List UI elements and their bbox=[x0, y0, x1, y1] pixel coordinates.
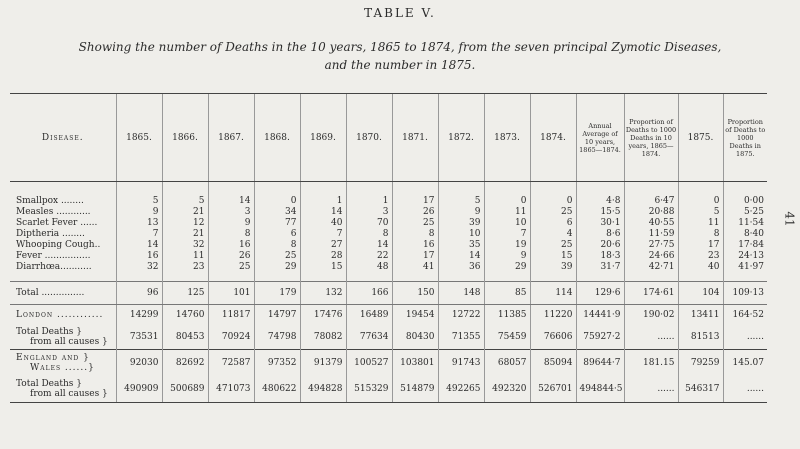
table-cell: 14299 bbox=[116, 305, 162, 326]
table-cell: 8 bbox=[254, 240, 300, 251]
england-total-deaths-row bbox=[10, 376, 767, 403]
table-cell: 546317 bbox=[678, 376, 723, 403]
table-cell: 80430 bbox=[392, 325, 438, 350]
table-cell: 1 bbox=[300, 196, 346, 207]
table-cell: 7 bbox=[484, 229, 530, 240]
table-cell: 11 bbox=[484, 207, 530, 218]
row-label-line: from all causes } bbox=[30, 337, 108, 347]
table-cell: 12722 bbox=[438, 305, 484, 326]
table-cell: 39 bbox=[438, 218, 484, 229]
table-cell: ...... bbox=[723, 325, 767, 350]
table-cell: 12 bbox=[162, 218, 208, 229]
table-cell: 104 bbox=[678, 282, 723, 305]
table-cell: 129·6 bbox=[576, 282, 624, 305]
table-cell: 32 bbox=[116, 262, 162, 273]
col-header-1869: 1869. bbox=[300, 94, 346, 182]
table-cell: 14 bbox=[300, 207, 346, 218]
table-cell: 31·7 bbox=[576, 262, 624, 273]
table-cell: 70924 bbox=[208, 325, 254, 350]
table-cell: 145.07 bbox=[723, 350, 767, 377]
table-cell: 7 bbox=[116, 229, 162, 240]
table-cell: 25 bbox=[530, 240, 576, 251]
table-cell: 8 bbox=[208, 229, 254, 240]
table-cell: 14760 bbox=[162, 305, 208, 326]
table-heading: TABLE V. bbox=[364, 6, 436, 20]
col-header-disease: Disease. bbox=[10, 94, 116, 182]
table-cell: 11·54 bbox=[723, 218, 767, 229]
table-cell: 515329 bbox=[346, 376, 392, 403]
england-wales-row bbox=[10, 350, 767, 377]
col-header-annual-average: Annual Average of 10 years, 1865—1874. bbox=[576, 94, 624, 182]
table-cell: 17 bbox=[392, 196, 438, 207]
table-cell: 19454 bbox=[392, 305, 438, 326]
table-cell: 48 bbox=[346, 262, 392, 273]
table-cell: 17 bbox=[678, 240, 723, 251]
table-cell: 25 bbox=[208, 262, 254, 273]
table-cell: 8 bbox=[346, 229, 392, 240]
table-cell: 1 bbox=[346, 196, 392, 207]
table-cell: 14797 bbox=[254, 305, 300, 326]
table-cell: 20·88 bbox=[624, 207, 678, 218]
table-cell: 25 bbox=[530, 207, 576, 218]
deaths-table bbox=[10, 93, 767, 403]
table-cell: 109·13 bbox=[723, 282, 767, 305]
table-cell: 8·40 bbox=[723, 229, 767, 240]
table-cell: 16 bbox=[208, 240, 254, 251]
table-cell: 81513 bbox=[678, 325, 723, 350]
table-cell: 101 bbox=[208, 282, 254, 305]
table-cell: 8 bbox=[392, 229, 438, 240]
table-cell: 21 bbox=[162, 229, 208, 240]
table-cell: 41 bbox=[392, 262, 438, 273]
table-cell: 6·47 bbox=[624, 196, 678, 207]
row-label bbox=[10, 325, 116, 350]
table-cell: 26 bbox=[392, 207, 438, 218]
table-cell: 6 bbox=[254, 229, 300, 240]
col-header-1868: 1868. bbox=[254, 94, 300, 182]
table-cell: 9 bbox=[208, 218, 254, 229]
table-cell: 166 bbox=[346, 282, 392, 305]
table-cell: 5 bbox=[116, 196, 162, 207]
table-cell: 471073 bbox=[208, 376, 254, 403]
table-cell: 0·00 bbox=[723, 196, 767, 207]
table-cell: 15 bbox=[530, 251, 576, 262]
table-cell: 29 bbox=[254, 262, 300, 273]
disease-row bbox=[10, 218, 767, 229]
table-cell: 174·61 bbox=[624, 282, 678, 305]
table-cell: 20·6 bbox=[576, 240, 624, 251]
row-label bbox=[10, 229, 116, 240]
table-cell: 40 bbox=[300, 218, 346, 229]
row-label-line: Total ............... bbox=[16, 287, 85, 298]
table-cell: 92030 bbox=[116, 350, 162, 377]
table-cell: 35 bbox=[438, 240, 484, 251]
page-number: 41 bbox=[782, 211, 797, 227]
table-cell: 9 bbox=[438, 207, 484, 218]
table-cell: 190·02 bbox=[624, 305, 678, 326]
table-cell: 5 bbox=[438, 196, 484, 207]
table-cell: 77634 bbox=[346, 325, 392, 350]
row-label-line: Diarrhœa........... bbox=[16, 262, 92, 272]
table-cell: 14 bbox=[346, 240, 392, 251]
table-cell: 79259 bbox=[678, 350, 723, 377]
table-cell: 16489 bbox=[346, 305, 392, 326]
table-cell: 9 bbox=[484, 251, 530, 262]
row-label-line: Diptheria ........ bbox=[16, 229, 85, 239]
disease-row bbox=[10, 240, 767, 251]
table-cell: 71355 bbox=[438, 325, 484, 350]
col-header-1872: 1872. bbox=[438, 94, 484, 182]
table-cell: 114 bbox=[530, 282, 576, 305]
row-label-line: Measles ............ bbox=[16, 207, 91, 217]
table-cell: 17476 bbox=[300, 305, 346, 326]
table-cell: 125 bbox=[162, 282, 208, 305]
disease-row bbox=[10, 251, 767, 262]
table-cell: 16 bbox=[116, 251, 162, 262]
london-row bbox=[10, 305, 767, 326]
table-cell: 492320 bbox=[484, 376, 530, 403]
table-cell: 74798 bbox=[254, 325, 300, 350]
disease-row bbox=[10, 207, 767, 218]
col-header-1873: 1873. bbox=[484, 94, 530, 182]
table-cell: 82692 bbox=[162, 350, 208, 377]
table-cell: 22 bbox=[346, 251, 392, 262]
table-cell: 96 bbox=[116, 282, 162, 305]
table-cell: 80453 bbox=[162, 325, 208, 350]
table-cell: 11817 bbox=[208, 305, 254, 326]
table-cell: 28 bbox=[300, 251, 346, 262]
table-cell: 3 bbox=[346, 207, 392, 218]
row-label-line: Scarlet Fever ...... bbox=[16, 218, 98, 228]
table-cell: 103801 bbox=[392, 350, 438, 377]
table-cell: 5 bbox=[162, 196, 208, 207]
col-header-1875: 1875. bbox=[678, 94, 723, 182]
table-cell: 24·66 bbox=[624, 251, 678, 262]
table-cell: 76606 bbox=[530, 325, 576, 350]
table-cell: 30·1 bbox=[576, 218, 624, 229]
table-cell: 17 bbox=[392, 251, 438, 262]
row-label-line: Wales ......} bbox=[30, 363, 95, 373]
table-cell: 13411 bbox=[678, 305, 723, 326]
table-cell: 0 bbox=[254, 196, 300, 207]
table-cell: ...... bbox=[624, 325, 678, 350]
col-header-1870: 1870. bbox=[346, 94, 392, 182]
table-cell: 7 bbox=[300, 229, 346, 240]
table-cell: 75927·2 bbox=[576, 325, 624, 350]
row-label bbox=[10, 251, 116, 262]
table-cell: 17·84 bbox=[723, 240, 767, 251]
table-cell: 14 bbox=[116, 240, 162, 251]
table-cell: 40·55 bbox=[624, 218, 678, 229]
table-cell: 11·59 bbox=[624, 229, 678, 240]
table-cell: 6 bbox=[530, 218, 576, 229]
table-cell: 15 bbox=[300, 262, 346, 273]
table-cell: 32 bbox=[162, 240, 208, 251]
table-cell: 39 bbox=[530, 262, 576, 273]
table-cell: 18·3 bbox=[576, 251, 624, 262]
table-cell: 72587 bbox=[208, 350, 254, 377]
row-label bbox=[10, 218, 116, 229]
col-header-1867: 1867. bbox=[208, 94, 254, 182]
table-cell: 500689 bbox=[162, 376, 208, 403]
table-cell: 40 bbox=[678, 262, 723, 273]
table-cell: 23 bbox=[678, 251, 723, 262]
table-cell: 34 bbox=[254, 207, 300, 218]
table-cell: 27·75 bbox=[624, 240, 678, 251]
table-cell: 148 bbox=[438, 282, 484, 305]
row-label-line: from all causes } bbox=[30, 389, 108, 399]
subtitle-line-1: Showing the number of Deaths in the 10 years, 1865 to 1874, from the seven principal Zymotic Diseases, bbox=[78, 40, 722, 54]
row-label bbox=[10, 305, 116, 326]
table-cell: 8·6 bbox=[576, 229, 624, 240]
table-cell: 181.15 bbox=[624, 350, 678, 377]
table-cell: 11385 bbox=[484, 305, 530, 326]
row-label-line: Total Deaths } bbox=[16, 327, 82, 337]
table-cell: 490909 bbox=[116, 376, 162, 403]
row-label bbox=[10, 376, 116, 403]
row-label bbox=[10, 207, 116, 218]
table-cell: 97352 bbox=[254, 350, 300, 377]
table-cell: 11 bbox=[162, 251, 208, 262]
table-cell: 526701 bbox=[530, 376, 576, 403]
table-cell: 25 bbox=[392, 218, 438, 229]
table-cell: 70 bbox=[346, 218, 392, 229]
table-cell: 24·13 bbox=[723, 251, 767, 262]
table-cell: 10 bbox=[438, 229, 484, 240]
table-cell: 14 bbox=[438, 251, 484, 262]
table-cell: 78082 bbox=[300, 325, 346, 350]
gap-row bbox=[10, 273, 767, 282]
subtitle-line-2: and the number in 1875. bbox=[324, 58, 476, 72]
table-subtitle bbox=[0, 38, 800, 74]
table-body bbox=[10, 182, 767, 403]
col-header-1871: 1871. bbox=[392, 94, 438, 182]
table-cell: 179 bbox=[254, 282, 300, 305]
row-label-line: Total Deaths } bbox=[16, 379, 82, 389]
table-cell: 8 bbox=[678, 229, 723, 240]
table-cell: ...... bbox=[624, 376, 678, 403]
total-row bbox=[10, 282, 767, 305]
table-cell: 13 bbox=[116, 218, 162, 229]
row-label bbox=[10, 262, 116, 273]
row-label bbox=[10, 240, 116, 251]
table-cell: 11220 bbox=[530, 305, 576, 326]
table-cell: 3 bbox=[208, 207, 254, 218]
table-cell: 75459 bbox=[484, 325, 530, 350]
row-label-line: Whooping Cough.. bbox=[16, 240, 101, 250]
col-header-1866: 1866. bbox=[162, 94, 208, 182]
table-cell: 15·5 bbox=[576, 207, 624, 218]
table-cell: 132 bbox=[300, 282, 346, 305]
table-cell: 4·8 bbox=[576, 196, 624, 207]
table-cell: 494828 bbox=[300, 376, 346, 403]
disease-row bbox=[10, 196, 767, 207]
london-total-deaths-row bbox=[10, 325, 767, 350]
row-label-line: London ............ bbox=[16, 309, 104, 320]
table-cell: 0 bbox=[530, 196, 576, 207]
row-label-line: Smallpox ........ bbox=[16, 196, 84, 206]
table-cell: 36 bbox=[438, 262, 484, 273]
table-cell: 41·97 bbox=[723, 262, 767, 273]
row-label bbox=[10, 196, 116, 207]
table-cell: 480622 bbox=[254, 376, 300, 403]
table-cell: ...... bbox=[723, 376, 767, 403]
table-cell: 492265 bbox=[438, 376, 484, 403]
table-cell: 29 bbox=[484, 262, 530, 273]
col-header-proportion-10-years: Proportion of Deaths to 1000 Deaths in 10 years, 1865—1874. bbox=[624, 94, 678, 182]
table-cell: 89644·7 bbox=[576, 350, 624, 377]
table-cell: 16 bbox=[392, 240, 438, 251]
table-cell: 85094 bbox=[530, 350, 576, 377]
row-label-line: England and } bbox=[16, 353, 90, 363]
table-cell: 19 bbox=[484, 240, 530, 251]
table-cell: 494844·5 bbox=[576, 376, 624, 403]
header-row bbox=[10, 94, 767, 182]
table-cell: 10 bbox=[484, 218, 530, 229]
col-header-proportion-1875: Proportion of Deaths to 1000 Deaths in 1875. bbox=[723, 94, 767, 182]
table-cell: 68057 bbox=[484, 350, 530, 377]
table-cell: 21 bbox=[162, 207, 208, 218]
table-cell: 150 bbox=[392, 282, 438, 305]
col-header-1874: 1874. bbox=[530, 94, 576, 182]
table-cell: 0 bbox=[678, 196, 723, 207]
table-cell: 27 bbox=[300, 240, 346, 251]
table-cell: 5·25 bbox=[723, 207, 767, 218]
row-label bbox=[10, 282, 116, 305]
row-label bbox=[10, 350, 116, 377]
table-cell: 91379 bbox=[300, 350, 346, 377]
table-cell: 91743 bbox=[438, 350, 484, 377]
table-cell: 14 bbox=[208, 196, 254, 207]
col-header-1865: 1865. bbox=[116, 94, 162, 182]
table-cell: 26 bbox=[208, 251, 254, 262]
table-cell: 514879 bbox=[392, 376, 438, 403]
table-cell: 5 bbox=[678, 207, 723, 218]
table-cell: 0 bbox=[484, 196, 530, 207]
row-label bbox=[10, 273, 116, 282]
row-label-line: Fever ................ bbox=[16, 251, 91, 261]
table-cell: 73531 bbox=[116, 325, 162, 350]
table-cell: 25 bbox=[254, 251, 300, 262]
disease-row bbox=[10, 229, 767, 240]
table-cell: 85 bbox=[484, 282, 530, 305]
table-cell: 23 bbox=[162, 262, 208, 273]
table-cell: 11 bbox=[678, 218, 723, 229]
disease-row bbox=[10, 262, 767, 273]
table-cell: 77 bbox=[254, 218, 300, 229]
table-cell: 4 bbox=[530, 229, 576, 240]
table-cell: 9 bbox=[116, 207, 162, 218]
table-cell: 42·71 bbox=[624, 262, 678, 273]
table-cell: 14441·9 bbox=[576, 305, 624, 326]
table-cell: 164·52 bbox=[723, 305, 767, 326]
spacer-row bbox=[10, 182, 767, 197]
table-cell: 100527 bbox=[346, 350, 392, 377]
